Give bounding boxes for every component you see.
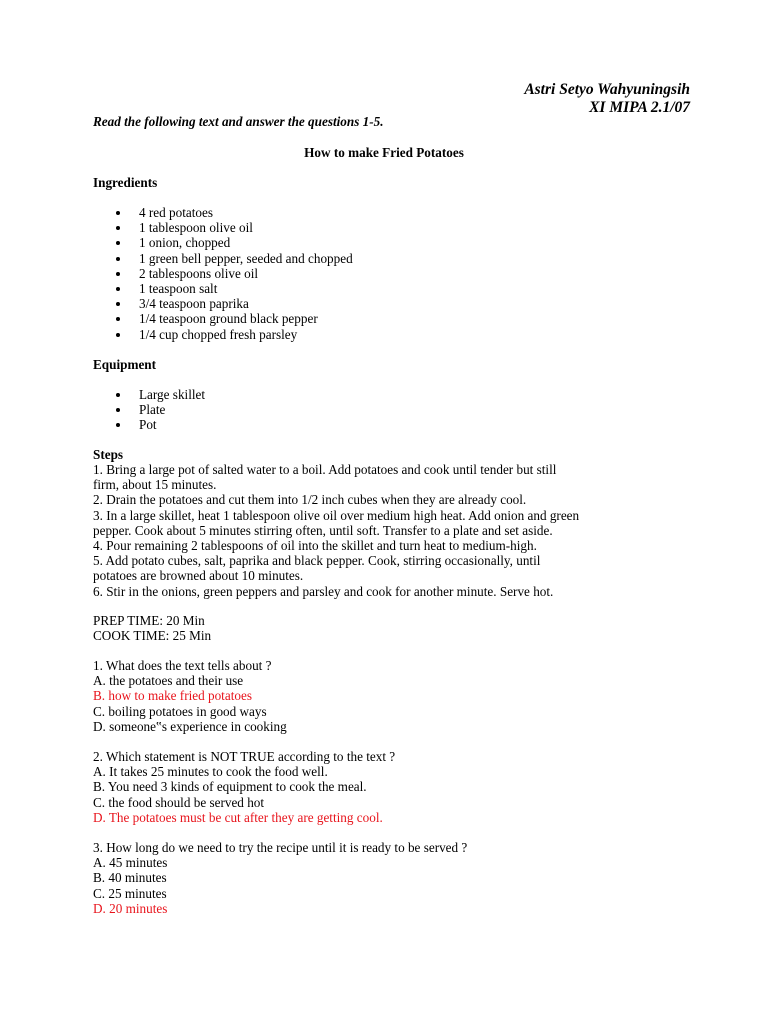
step-line: 6. Stir in the onions, green peppers and parsley and cook for another minute. Serve hot. bbox=[93, 583, 554, 599]
option-b: B. 40 minutes bbox=[93, 870, 167, 886]
equipment-heading: Equipment bbox=[93, 357, 157, 372]
steps-heading: Steps bbox=[93, 447, 124, 462]
option-c: C. boiling potatoes in good ways bbox=[93, 703, 267, 719]
author-name: Astri Setyo Wahyuningsih bbox=[524, 81, 690, 98]
step-line: firm, about 15 minutes. bbox=[93, 477, 217, 493]
question-1 bbox=[93, 658, 683, 734]
instruction: Read the following text and answer the questions 1-5. bbox=[93, 114, 384, 129]
bullet-icon bbox=[116, 423, 120, 427]
bullet-icon bbox=[116, 317, 120, 321]
bullet-icon bbox=[116, 241, 120, 245]
list-item: 1 tablespoon olive oil bbox=[93, 220, 353, 235]
equipment-list bbox=[93, 387, 205, 433]
step-line: 3. In a large skillet, heat 1 tablespoon olive oil over medium high heat. Add onion and green bbox=[93, 507, 580, 523]
list-item: 4 red potatoes bbox=[93, 205, 353, 220]
list-item: 1/4 cup chopped fresh parsley bbox=[93, 327, 353, 342]
question-text: 2. Which statement is NOT TRUE according to the text ? bbox=[93, 749, 396, 764]
bullet-icon bbox=[116, 211, 120, 215]
list-item: 3/4 teaspoon paprika bbox=[93, 296, 353, 311]
step-line: potatoes are browned about 10 minutes. bbox=[93, 568, 304, 584]
list-item: 1 green bell pepper, seeded and chopped bbox=[93, 251, 353, 266]
option-a: A. 45 minutes bbox=[93, 855, 168, 871]
step-line: pepper. Cook about 5 minutes stirring often, until soft. Transfer to a plate and set aside. bbox=[93, 522, 553, 538]
bullet-icon bbox=[116, 257, 120, 261]
bullet-icon bbox=[116, 302, 120, 306]
ingredients-list bbox=[93, 205, 353, 342]
author-class: XI MIPA 2.1/07 bbox=[589, 99, 690, 116]
bullet-icon bbox=[116, 272, 120, 276]
prep-time: PREP TIME: 20 Min bbox=[93, 613, 205, 628]
recipe-title: How to make Fried Potatoes bbox=[304, 145, 464, 160]
bullet-icon bbox=[116, 287, 120, 291]
times bbox=[93, 613, 683, 643]
option-b: B. You need 3 kinds of equipment to cook the meal. bbox=[93, 779, 367, 795]
bullet-icon bbox=[116, 408, 120, 412]
step-line: 2. Drain the potatoes and cut them into 1/2 inch cubes when they are already cool. bbox=[93, 492, 527, 508]
question-3 bbox=[93, 840, 683, 916]
question-text: 1. What does the text tells about ? bbox=[93, 658, 272, 673]
list-item: Plate bbox=[93, 402, 205, 417]
option-c: C. the food should be served hot bbox=[93, 794, 265, 810]
steps-text bbox=[93, 462, 683, 599]
option-d-answer: D. The potatoes must be cut after they are getting cool. bbox=[93, 809, 383, 825]
option-c: C. 25 minutes bbox=[93, 885, 167, 901]
option-a: A. It takes 25 minutes to cook the food well. bbox=[93, 764, 328, 780]
step-line: 4. Pour remaining 2 tablespoons of oil into the skillet and turn heat to medium-high. bbox=[93, 537, 537, 553]
bullet-icon bbox=[116, 393, 120, 397]
list-item: Pot bbox=[93, 417, 205, 432]
list-item: Large skillet bbox=[93, 387, 205, 402]
ingredients-heading: Ingredients bbox=[93, 175, 158, 190]
option-d: D. someone‟s experience in cooking bbox=[93, 718, 287, 734]
question-2 bbox=[93, 749, 683, 825]
list-item: 1 onion, chopped bbox=[93, 235, 353, 250]
option-a: A. the potatoes and their use bbox=[93, 673, 244, 689]
step-line: 1. Bring a large pot of salted water to a boil. Add potatoes and cook until tender but still bbox=[93, 462, 557, 477]
list-item: 2 tablespoons olive oil bbox=[93, 266, 353, 281]
step-line: 5. Add potato cubes, salt, paprika and black pepper. Cook, stirring occasionally, until bbox=[93, 553, 541, 569]
option-d-answer: D. 20 minutes bbox=[93, 900, 168, 916]
question-text: 3. How long do we need to try the recipe until it is ready to be served ? bbox=[93, 840, 468, 855]
bullet-icon bbox=[116, 333, 120, 337]
list-item: 1 teaspoon salt bbox=[93, 281, 353, 296]
list-item: 1/4 teaspoon ground black pepper bbox=[93, 311, 353, 326]
bullet-icon bbox=[116, 226, 120, 230]
cook-time: COOK TIME: 25 Min bbox=[93, 628, 212, 644]
option-b-answer: B. how to make fried potatoes bbox=[93, 688, 252, 704]
